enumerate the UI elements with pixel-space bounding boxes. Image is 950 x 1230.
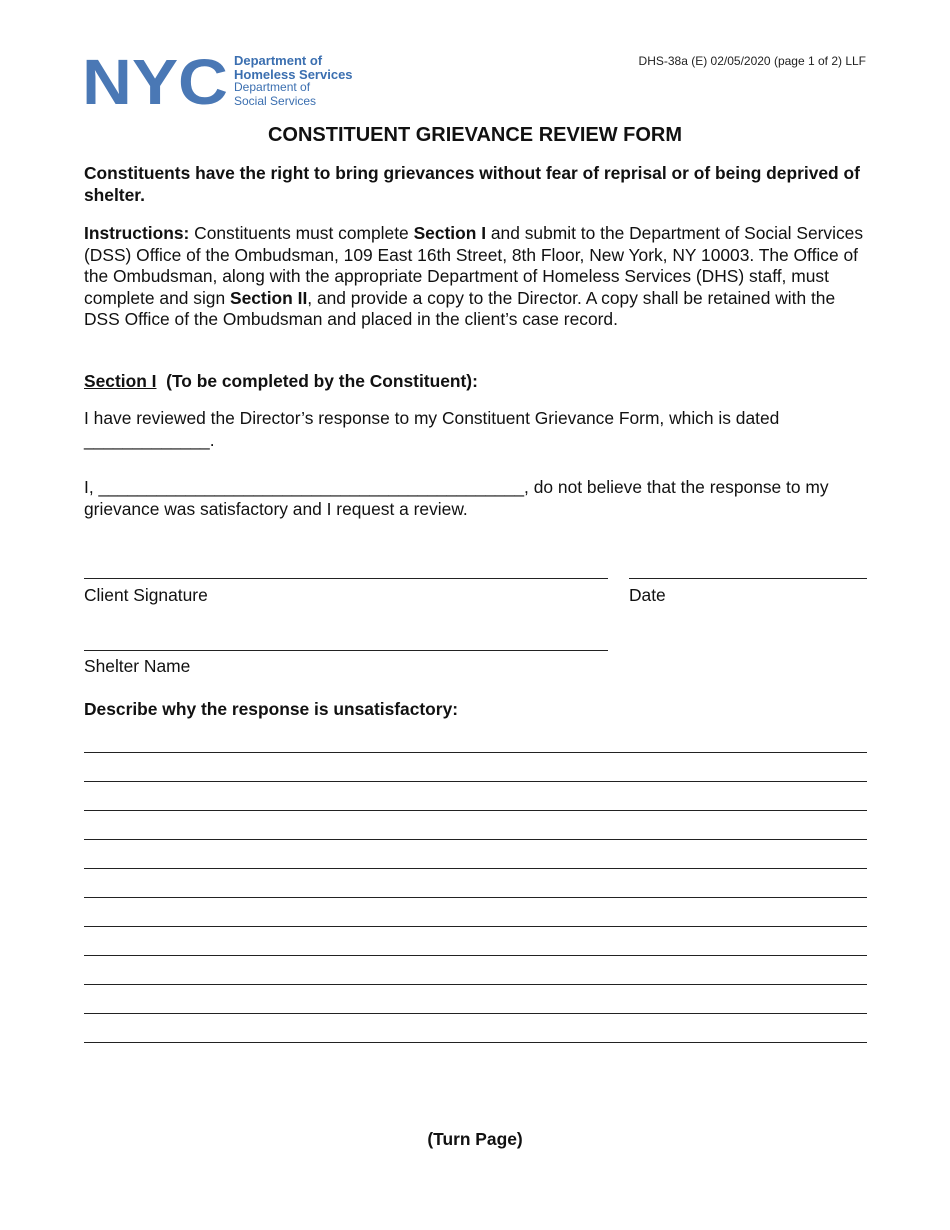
turn-page-note: (Turn Page) <box>427 1129 523 1149</box>
description-line[interactable] <box>84 926 867 927</box>
logo-org-line1: Department of <box>234 53 323 68</box>
page-title: CONSTITUENT GRIEVANCE REVIEW FORM <box>267 124 683 146</box>
description-line[interactable] <box>84 1042 867 1043</box>
shelter-name-field[interactable] <box>84 650 608 651</box>
logo-org-line3: Department of <box>234 80 311 94</box>
description-line[interactable] <box>84 1013 867 1014</box>
instructions <box>84 223 874 331</box>
nyc-logo-mark <box>82 54 230 108</box>
description-line[interactable] <box>84 897 867 898</box>
instructions-label: Instructions: <box>84 223 190 243</box>
reviewed-statement: I have reviewed the Director’s response to my Constituent Grievance Form, which is dated _____________. <box>84 408 780 450</box>
name-statement: I, ____________________________________________, do not believe that the response to my grievance was satisfactory and I request a review. <box>84 477 829 519</box>
instructions-section1: Section I <box>413 223 487 243</box>
description-line[interactable] <box>84 810 867 811</box>
logo-org-line4: Social Services <box>234 93 317 108</box>
instructions-part3: , and provide a copy to the Director. A copy shall be retained with the DSS Office of the Ombudsman and placed in the client’s case record. <box>84 287 836 330</box>
nyc-dss-logo <box>82 52 372 112</box>
section1-heading <box>84 371 478 392</box>
description-line[interactable] <box>84 752 867 753</box>
form-id: DHS-38a (E) 02/05/2020 (page 1 of 2) LLF <box>638 54 866 68</box>
client-signature-field[interactable] <box>84 578 608 579</box>
instructions-part1: Constituents must complete <box>189 223 414 243</box>
rights-statement: Constituents have the right to bring grievances without fear of reprisal or of being deprived of shelter. <box>84 163 860 205</box>
date-label: Date <box>629 585 666 605</box>
svg-text:NYC: NYC <box>82 54 228 108</box>
section1-label: Section I <box>84 371 157 391</box>
date-field[interactable] <box>629 578 867 579</box>
description-line[interactable] <box>84 781 867 782</box>
description-line[interactable] <box>84 955 867 956</box>
client-signature-label: Client Signature <box>84 585 208 605</box>
instructions-section2: Section II <box>229 287 308 308</box>
description-line[interactable] <box>84 984 867 985</box>
description-line[interactable] <box>84 839 867 840</box>
logo-org-text <box>234 54 353 108</box>
description-line[interactable] <box>84 868 867 869</box>
instructions-part2: and submit to the Department of Social Services (DSS) Office of the Ombudsman, 109 East 16th Street, 8th Floor, New York, NY 10003. The Office of the Ombudsman, along with the appropriate Department of Homeless Services (DHS) staff, must complete and sign <box>84 223 864 308</box>
section1-subtitle: (To be completed by the Constituent): <box>166 371 478 391</box>
shelter-name-label: Shelter Name <box>84 656 191 676</box>
logo-org-line2: Homeless Services <box>234 66 353 82</box>
describe-label: Describe why the response is unsatisfactory: <box>84 699 459 719</box>
